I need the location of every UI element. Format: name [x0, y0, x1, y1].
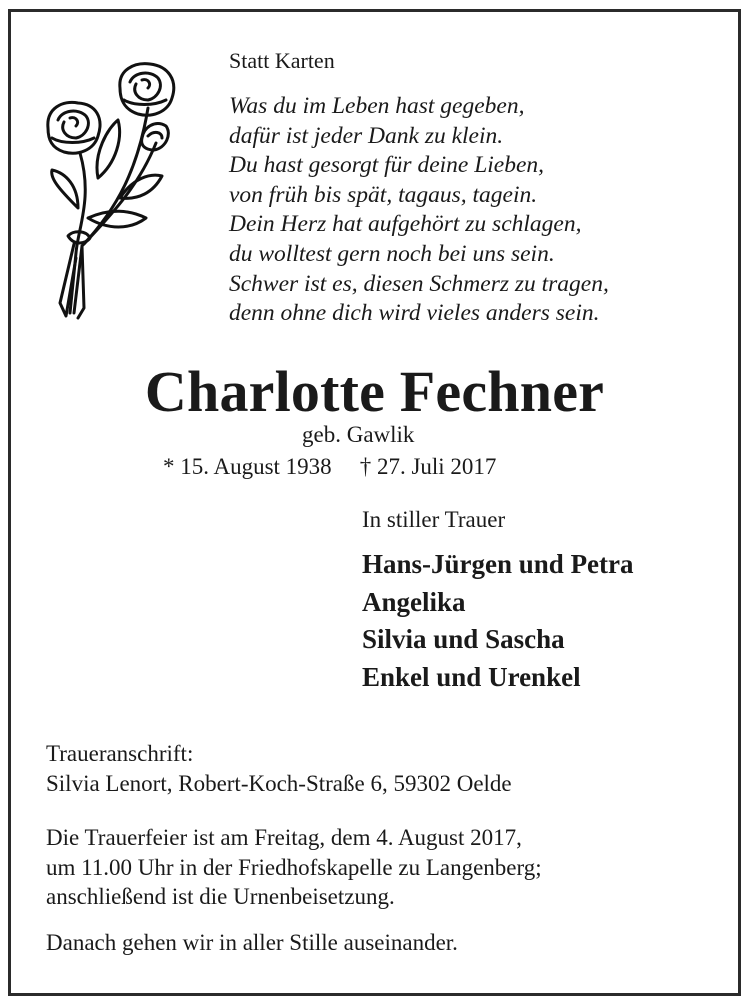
mourners-list: [362, 546, 634, 696]
birth-name: geb. Gawlik: [302, 422, 415, 447]
mourner-name: Enkel und Urenkel: [362, 661, 581, 692]
poem-line: denn ohne dich wird vieles anders sein.: [229, 300, 600, 327]
poem-line: Was du im Leben hast gegeben,: [229, 93, 525, 119]
address-label: Traueranschrift:: [46, 741, 194, 766]
poem-line: du wolltest gern noch bei uns sein.: [229, 240, 555, 267]
poem-line: dafür ist jeder Dank zu klein.: [229, 122, 504, 149]
address-line: Silvia Lenort, Robert-Koch-Straße 6, 59302 Oelde: [46, 771, 512, 796]
poem-line: Dein Herz hat aufgehört zu schlagen,: [229, 211, 582, 238]
poem-line: Schwer ist es, diesen Schmerz zu tragen,: [229, 270, 609, 297]
life-dates: [163, 454, 496, 480]
poem-line: von früh bis spät, tagaus, tagein.: [229, 181, 538, 208]
birth-date: * 15. August 1938: [163, 454, 332, 479]
statt-karten-label: Statt Karten: [229, 48, 335, 73]
death-date: † 27. Juli 2017: [359, 454, 497, 479]
ceremony-info: [46, 823, 542, 912]
mourner-name: Angelika: [362, 586, 466, 617]
roses-icon: [38, 58, 198, 323]
mourner-name: Silvia und Sascha: [362, 624, 565, 654]
ceremony-line: um 11.00 Uhr in der Friedhofskapelle zu Langenberg;: [46, 854, 542, 880]
closing-note: Danach gehen wir in aller Stille auseinander.: [46, 930, 458, 955]
ceremony-line: anschließend ist die Urnenbeisetzung.: [46, 884, 395, 909]
mourning-address: [46, 739, 512, 799]
poem-line: Du hast gesorgt für deine Lieben,: [229, 152, 545, 179]
poem: [229, 92, 609, 329]
mourner-name: Hans-Jürgen und Petra: [362, 549, 634, 579]
mourning-intro: In stiller Trauer: [362, 507, 506, 532]
ceremony-line: Die Trauerfeier ist am Freitag, dem 4. August 2017,: [46, 825, 522, 850]
deceased-name: Charlotte Fechner: [144, 359, 605, 424]
